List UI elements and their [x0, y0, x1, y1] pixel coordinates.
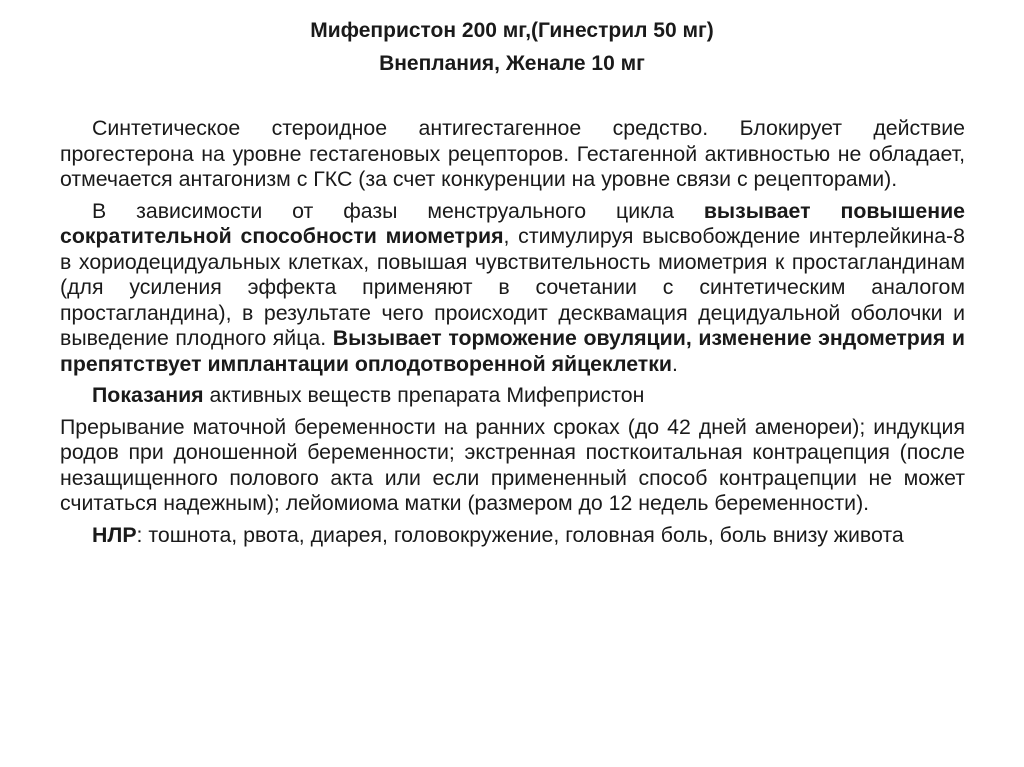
- adverse-text: : тошнота, рвота, диарея, головокружение, головная боль, боль внизу живота: [136, 522, 904, 547]
- indications-label: Показания: [92, 383, 204, 407]
- mechanism-bold-2: Вызывает торможение овуляции, изменение эндометрия и препятствует имплантации оплодотворенной яйцеклетки: [60, 326, 966, 376]
- adverse-label: НЛР: [92, 522, 137, 547]
- mechanism-text-1: В зависимости от фазы менструального цикла: [92, 198, 704, 223]
- paragraph-adverse-reactions: [60, 523, 965, 549]
- page-title: [0, 14, 1024, 80]
- paragraph-description: [60, 116, 965, 193]
- description-text: Синтетическое стероидное антигестагенное средство. Блокирует действие прогестерона на уровне гестагеновых рецепторов. Гестагенной активностью не обладает, отмечается антагонизм с ГКС (за счет конкуренции на уровне связи с рецепторами).: [60, 116, 965, 191]
- paragraph-indications-heading: [60, 383, 965, 409]
- paragraph-mechanism: [60, 199, 965, 378]
- mechanism-end: .: [671, 351, 678, 376]
- title-line-1: Мифепристон 200 мг,(Гинестрил 50 мг): [310, 19, 714, 42]
- title-line-2: Внеплания, Женале 10 мг: [379, 52, 645, 75]
- indications-heading-text: активных веществ препарата Мифепристон: [203, 383, 645, 407]
- mechanism-bold-1: вызывает повышение сократительной способности миометрия: [60, 198, 966, 248]
- slide-body: [60, 116, 965, 554]
- indications-text: Прерывание маточной беременности на ранних сроках (до 42 дней аменореи); индукция родов при доношенной беременности; экстренная посткоитальная контрацепция (после незащищенного полового акта или если примененный способ контрацепции не может считаться надежным); лейомиома матки (размером до 12 недель беременности).: [60, 414, 965, 515]
- paragraph-indications: [60, 415, 965, 517]
- mechanism-text-2: , стимулируя высвобождение интерлейкина-8 в хориодецидуальных клетках, повышая чувствительность миометрия к простагландинам (для усиления эффекта применяют в сочетании с синтетическим аналогом простагландина), в результате чего происходит десквамация децидуальной оболочки и выведение плодного яйца.: [60, 224, 965, 350]
